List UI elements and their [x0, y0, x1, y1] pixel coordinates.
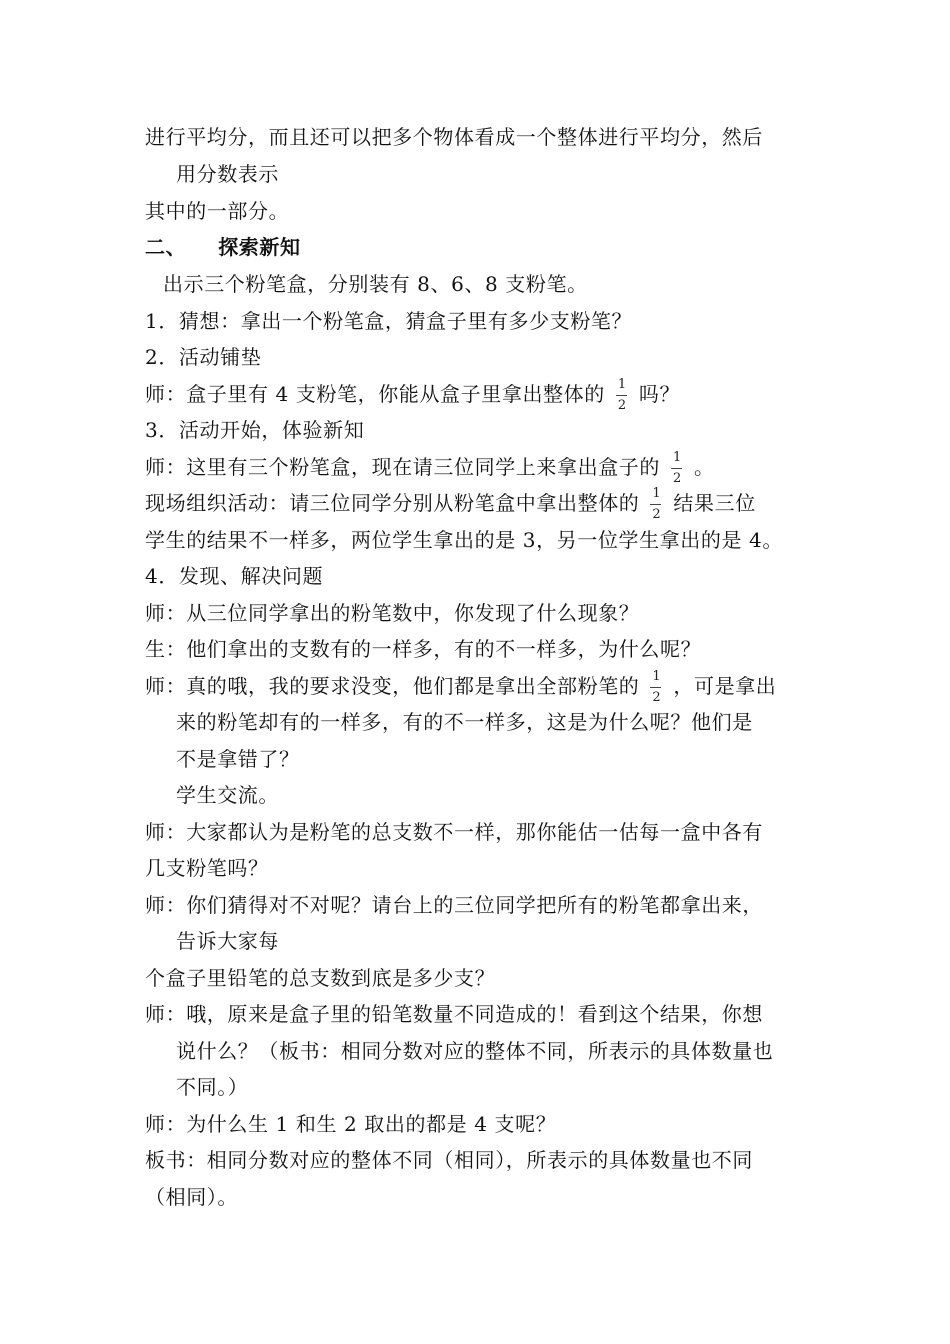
heading-title: 探索新知 — [218, 235, 301, 259]
line-text: ，可是拿出 — [673, 674, 777, 698]
section-heading — [145, 235, 301, 259]
heading-number: 二、 — [145, 235, 187, 259]
text-line: 板书：相同分数对应的整体不同（相同），所表示的具体数量也不同 — [145, 1148, 753, 1172]
line-text: 。 — [694, 455, 715, 479]
text-line: 1．猜想：拿出一个粉笔盒，猜盒子里有多少支粉笔？ — [145, 309, 633, 333]
fraction-one-half: $\frac{1}{2}$ — [652, 485, 662, 522]
line-text: 吗？ — [638, 382, 681, 406]
text-line: 4．发现、解决问题 — [145, 564, 324, 588]
text-line: 不是拿错了？ — [176, 747, 300, 771]
line-text: 结果三位 — [673, 491, 756, 515]
line-text: 师：这里有三个粉笔盒，现在请三位同学上来拿出盒子的 — [145, 455, 660, 479]
text-line-with-fraction — [145, 376, 681, 413]
text-line: 2．活动铺垫 — [145, 345, 262, 369]
text-line: 告诉大家每 — [176, 929, 279, 953]
text-line: 3．活动开始，体验新知 — [145, 418, 365, 442]
text-line: 进行平均分，而且还可以把多个物体看成一个整体进行平均分，然后 — [145, 125, 763, 149]
text-line: 不同。） — [176, 1075, 249, 1099]
line-text: 师：真的哦，我的要求没变，他们都是拿出全部粉笔的 — [145, 674, 640, 698]
text-line: 说什么？（板书：相同分数对应的整体不同，所表示的具体数量也 — [176, 1039, 774, 1063]
line-text: 师：盒子里有 4 支粉笔，你能从盒子里拿出整体的 — [145, 382, 605, 406]
text-line-with-fraction — [145, 449, 715, 486]
text-line: 师：为什么生 1 和生 2 取出的都是 4 支呢？ — [145, 1112, 557, 1136]
text-line: 其中的一部分。 — [145, 199, 290, 223]
fraction-one-half: $\frac{1}{2}$ — [652, 668, 662, 705]
text-line: 学生交流。 — [176, 783, 279, 807]
line-text: 现场组织活动：请三位同学分别从粉笔盒中拿出整体的 — [145, 491, 640, 515]
fraction-one-half: $\frac{1}{2}$ — [617, 376, 627, 413]
text-line-with-fraction — [145, 668, 777, 705]
text-line: （相同）。 — [145, 1185, 238, 1209]
text-line: 来的粉笔却有的一样多，有的不一样多，这是为什么呢？他们是 — [176, 710, 753, 734]
fraction-one-half: $\frac{1}{2}$ — [673, 449, 682, 486]
text-line: 师：大家都认为是粉笔的总支数不一样，那你能估一估每一盒中各有 — [145, 820, 763, 844]
text-line: 用分数表示 — [176, 162, 279, 186]
text-line: 生：他们拿出的支数有的一样多，有的不一样多，为什么呢？ — [145, 637, 702, 661]
text-line-with-fraction — [145, 485, 756, 522]
text-line: 师：从三位同学拿出的粉笔数中，你发现了什么现象？ — [145, 601, 640, 625]
text-line: 学生的结果不一样多，两位学生拿出的是 3，另一位学生拿出的是 4。 — [145, 528, 783, 552]
text-line: 师：你们猜得对不对呢？请台上的三位同学把所有的粉笔都拿出来， — [145, 893, 763, 917]
text-line: 个盒子里铅笔的总支数到底是多少支？ — [145, 966, 496, 990]
text-line: 师：哦，原来是盒子里的铅笔数量不同造成的！看到这个结果，你想 — [145, 1002, 763, 1026]
text-line: 几支粉笔吗？ — [145, 856, 269, 880]
text-line: 出示三个粉笔盒，分别装有 8、6、8 支粉笔。 — [163, 272, 588, 296]
